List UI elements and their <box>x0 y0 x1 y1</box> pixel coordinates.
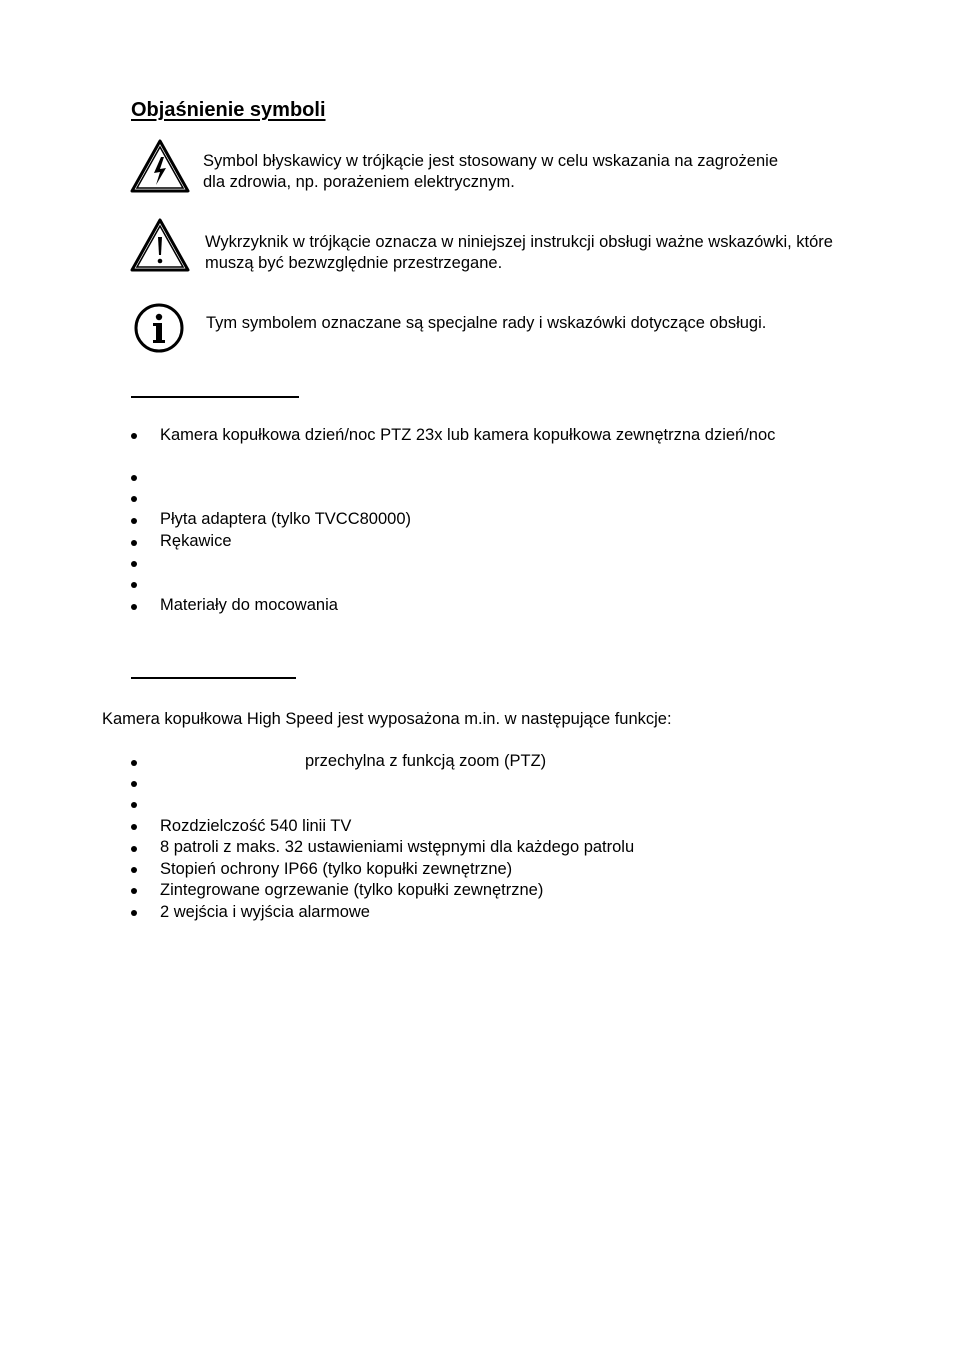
features-intro: Kamera kopułkowa High Speed jest wyposażona m.in. w następujące funkcje: <box>102 710 672 728</box>
list-item: 2 wejścia i wyjścia alarmowe <box>160 903 370 921</box>
symbol-3-description <box>206 313 766 334</box>
symbol-2-line-2: muszą być bezwzględnie przestrzegane. <box>205 254 503 272</box>
bullet-icon <box>131 802 137 808</box>
list-item: Rękawice <box>160 532 232 550</box>
bullet-icon <box>131 582 137 588</box>
exclamation-warning-icon <box>130 218 190 272</box>
bullet-icon <box>131 496 137 502</box>
symbol-2-description <box>205 232 833 274</box>
list-item: Kamera kopułkowa dzień/noc PTZ 23x lub kamera kopułkowa zewnętrzna dzień/noc <box>160 426 776 444</box>
bullet-icon <box>131 760 137 766</box>
list-item: Materiały do mocowania <box>160 596 338 614</box>
bullet-icon <box>131 540 137 546</box>
list-item: Rozdzielczość 540 linii TV <box>160 817 352 835</box>
lightning-warning-icon <box>130 139 190 193</box>
list-item: przechylna z funkcją zoom (PTZ) <box>305 752 547 770</box>
list-item: Zintegrowane ogrzewanie (tylko kopułki zewnętrzne) <box>160 881 544 899</box>
bullet-icon <box>131 888 137 894</box>
list-item: 8 patroli z maks. 32 ustawieniami wstępnymi dla każdego patrolu <box>160 838 635 856</box>
section-2-heading-rule <box>131 677 296 679</box>
bullet-icon <box>131 867 137 873</box>
bullet-icon <box>131 518 137 524</box>
symbol-3-line-1: Tym symbolem oznaczane są specjalne rady i wskazówki dotyczące obsługi. <box>206 314 767 332</box>
bullet-icon <box>131 846 137 852</box>
bullet-icon <box>131 561 137 567</box>
bullet-icon <box>131 475 137 481</box>
list-item: Płyta adaptera (tylko TVCC80000) <box>160 510 411 528</box>
info-icon <box>132 301 186 355</box>
symbol-1-description <box>203 151 778 193</box>
bullet-icon <box>131 824 137 830</box>
symbol-1-line-2: dla zdrowia, np. porażeniem elektrycznym. <box>203 173 515 191</box>
bullet-icon <box>131 604 137 610</box>
page-title: Objaśnienie symboli <box>131 99 326 121</box>
symbol-2-line-1: Wykrzyknik w trójkącie oznacza w niniejszej instrukcji obsługi ważne wskazówki, które <box>205 233 833 251</box>
bullet-icon <box>131 910 137 916</box>
bullet-icon <box>131 781 137 787</box>
section-1-heading-rule <box>131 396 299 398</box>
bullet-icon <box>131 433 137 439</box>
symbol-1-line-1: Symbol błyskawicy w trójkącie jest stosowany w celu wskazania na zagrożenie <box>203 152 778 170</box>
list-item: Stopień ochrony IP66 (tylko kopułki zewnętrzne) <box>160 860 513 878</box>
